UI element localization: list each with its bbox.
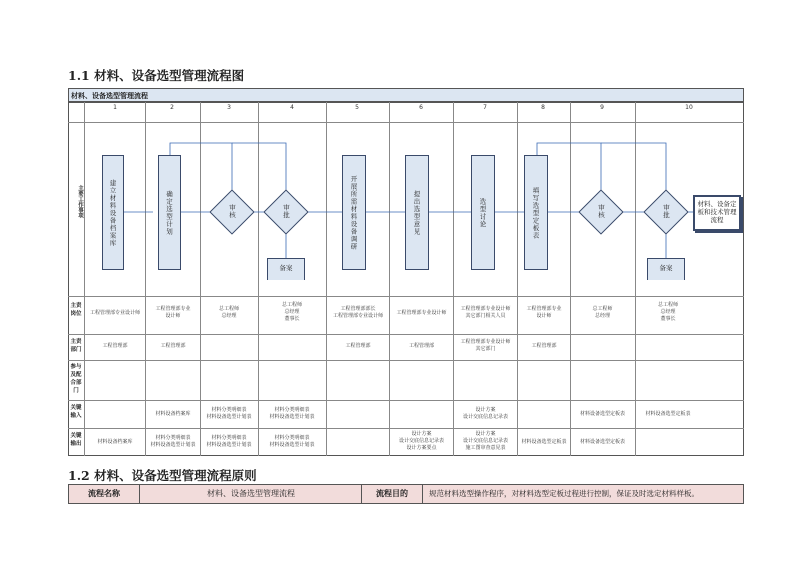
- dept-cell: 工程管理部: [160, 343, 186, 349]
- post-cell: 总工程师 总经理: [592, 306, 613, 319]
- input-cell: 材料设备选型定板表: [579, 411, 625, 417]
- process-box-plan[interactable]: [158, 155, 181, 270]
- post-cell: 工程管理部专业设计师 其它部门相关人员: [460, 306, 511, 319]
- output-cell: 材料设备选型定板表: [579, 439, 625, 445]
- dept-cell: 工程管理部: [408, 343, 434, 349]
- process-label: 选型讨论: [478, 197, 487, 228]
- post-cell: 工程管理部专业 设计师: [526, 306, 562, 319]
- dept-cell: 工程管理部: [531, 343, 557, 349]
- section-heading-1-2: 1.2 材料、设备选型管理流程原则: [68, 468, 257, 483]
- process-box-discussion[interactable]: [471, 155, 495, 270]
- dept-cell: 工程管理部专业设计师 其它部门: [460, 339, 511, 352]
- process-box-opinion[interactable]: [405, 155, 429, 270]
- input-cell: 材料分类明细表 材料设备选型计划表: [269, 407, 315, 420]
- column-number: 2: [170, 104, 174, 111]
- input-cell: 材料设备选型定板表: [645, 411, 691, 417]
- decision-label: 审核: [597, 204, 605, 219]
- final-process-box[interactable]: 材料、设备定板和技术管理流程: [693, 195, 741, 231]
- post-cell: 工程管理部专业设计师: [396, 310, 447, 316]
- output-cell: 材料分类明细表 材料设备选型计划表: [206, 435, 252, 448]
- archive-document[interactable]: 备案: [647, 258, 685, 280]
- principle-name-label: 流程名称: [69, 485, 140, 503]
- column-number: 9: [600, 104, 604, 111]
- principle-purpose-value: 规范材料选型操作程序，对材料选型定板过程进行控制，保证及时选定材料样板。: [429, 489, 699, 498]
- column-number: 8: [541, 104, 545, 111]
- column-number: 4: [290, 104, 294, 111]
- dept-cell: 工程管理部: [345, 343, 371, 349]
- output-cell: 材料分类明细表 材料设备选型计划表: [150, 435, 196, 448]
- principle-purpose-label: 流程目的: [362, 485, 423, 503]
- output-cell: 设计方案 设计交底信息记录表 施工图审查意见表: [462, 431, 508, 451]
- process-box-research[interactable]: [342, 155, 366, 270]
- process-box-form[interactable]: [524, 155, 548, 270]
- input-cell: 材料分类明细表 材料设备选型计划表: [206, 407, 252, 420]
- process-label: 建立材料设备档案库: [108, 178, 117, 247]
- post-cell: 工程管理部专业 设计师: [155, 306, 191, 319]
- output-cell: 设计方案 设计交底信息记录表 设计方案要点: [398, 431, 444, 451]
- row-label-main-dept: 主责部门: [70, 339, 82, 353]
- post-cell: 总工程师 总经理 董事长: [281, 302, 302, 322]
- principle-table: [68, 484, 744, 504]
- row-label-key-input: 关键输入: [70, 405, 82, 419]
- row-label-main-work: 主要工作事项: [77, 185, 83, 218]
- row-label-key-output: 关键输出: [70, 433, 82, 447]
- row-label-main-post: 主责岗位: [70, 303, 82, 317]
- column-number: 7: [483, 104, 487, 111]
- decision-label: 审核: [228, 204, 236, 219]
- dept-cell: 工程管理部: [102, 343, 128, 349]
- output-cell: 材料设备档案库: [97, 439, 133, 445]
- column-number: 1: [113, 104, 117, 111]
- post-cell: 总工程师 总经理: [218, 306, 239, 319]
- archive-document[interactable]: 备案: [267, 258, 305, 280]
- row-label-participating: 参与及配合部门: [70, 364, 82, 394]
- process-label: 确定选型计划: [165, 190, 173, 235]
- process-label: 填写选型定板表: [531, 186, 540, 239]
- process-label: 开展所需材料设备调研: [349, 175, 358, 250]
- decision-label: 审批: [282, 204, 290, 219]
- process-label: 提出选型意见: [412, 190, 421, 235]
- input-cell: 材料设备档案库: [155, 411, 191, 417]
- input-cell: 设计方案 设计交底信息记录表: [462, 407, 508, 420]
- table-title: 材料、设备选型管理流程: [68, 88, 744, 102]
- output-cell: 材料分类明细表 材料设备选型计划表: [269, 435, 315, 448]
- column-number: 5: [355, 104, 359, 111]
- output-cell: 材料设备选型定板表: [521, 439, 567, 445]
- column-number: 3: [227, 104, 231, 111]
- post-cell: 工程管理部专业设计师: [89, 310, 140, 316]
- decision-label: 审批: [662, 204, 670, 219]
- column-number: 10: [685, 104, 693, 111]
- section-heading-1-1: 1.1 材料、设备选型管理流程图: [68, 68, 245, 83]
- principle-name-value: 材料、设备选型管理流程: [141, 485, 362, 503]
- column-number: 6: [419, 104, 423, 111]
- post-cell: 总工程师 总经理 董事长: [657, 302, 678, 322]
- post-cell: 工程管理部部长 工程管理部专业设计师: [332, 306, 383, 319]
- process-box-archive[interactable]: [102, 155, 124, 270]
